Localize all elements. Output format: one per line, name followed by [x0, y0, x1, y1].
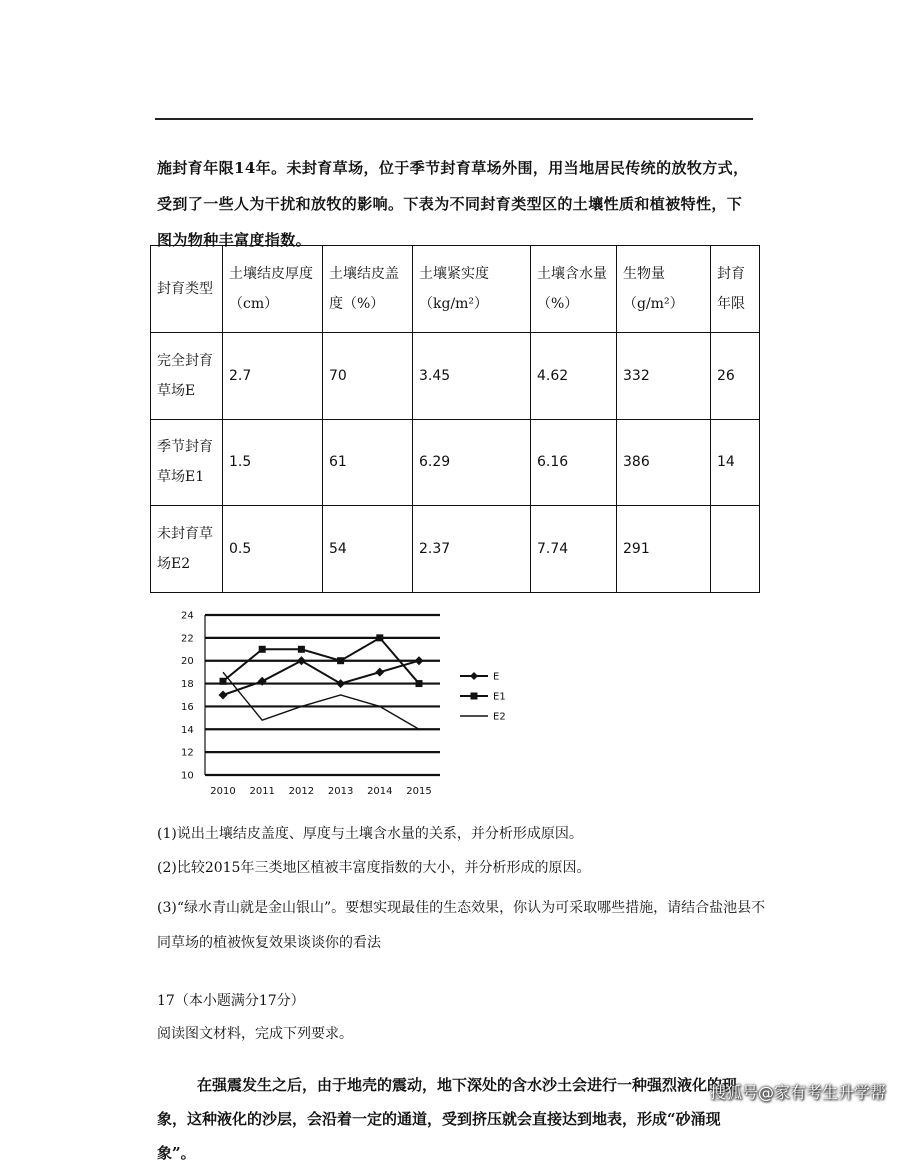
- data-point-e1: [376, 634, 383, 641]
- data-point-e: [219, 691, 228, 700]
- question-2: (2)比较2015年三类地区植被丰富度指数的大小，并分析形成的原因。: [157, 860, 591, 876]
- table-cell: 26: [711, 332, 760, 419]
- soil-property-table: [150, 245, 760, 593]
- watermark: 搜狐号@家有考生升学帮: [709, 1083, 886, 1102]
- data-point-e1: [298, 646, 305, 653]
- data-point-e: [415, 656, 424, 665]
- y-tick-label: 20: [181, 656, 194, 668]
- table-header-cell: 封育类型: [151, 246, 223, 333]
- question-17-heading: 17（本小题满分17分）: [157, 993, 305, 1009]
- table-cell: 完全封育草场E: [151, 332, 223, 419]
- x-tick-label: 2013: [327, 786, 354, 797]
- data-point-e1: [337, 657, 344, 664]
- x-tick-label: 2011: [249, 786, 275, 797]
- question-3: (3)“绿水青山就是金山银山”。要想实现最佳的生态效果，你认为可采取哪些措施，请结合盐池县不同草场的植被恢复效果谈谈你的看法: [157, 900, 766, 951]
- top-rule: [155, 118, 753, 120]
- y-tick-label: 14: [181, 724, 194, 736]
- y-tick-label: 16: [181, 701, 194, 713]
- data-point-e: [375, 668, 384, 677]
- table-cell: 2.7: [223, 332, 323, 419]
- table-cell: 14: [711, 419, 760, 506]
- data-point-e: [297, 656, 306, 665]
- series-line-e2: [223, 672, 419, 729]
- data-point-e1: [259, 646, 266, 653]
- table-header-cell: 封育年限: [711, 246, 760, 333]
- table-cell: 291: [617, 506, 711, 593]
- table-cell: 7.74: [531, 506, 617, 593]
- table-header-cell: 土壤结皮厚度（cm）: [223, 246, 323, 333]
- table-row: [151, 506, 760, 593]
- x-tick-label: 2015: [406, 786, 432, 797]
- table-cell: [711, 506, 760, 593]
- legend-label: E: [493, 671, 500, 683]
- table-header-cell: 土壤结皮盖度（%）: [323, 246, 413, 333]
- legend-label: E2: [493, 711, 506, 723]
- table-cell: 6.16: [531, 419, 617, 506]
- y-tick-label: 18: [181, 679, 194, 691]
- y-tick-label: 24: [181, 610, 194, 622]
- table-header-cell: 土壤含水量（%）: [531, 246, 617, 333]
- question-17-instruction: 阅读图文材料，完成下列要求。: [157, 1026, 353, 1042]
- legend-label: E1: [493, 691, 506, 703]
- x-tick-label: 2012: [288, 786, 315, 797]
- question-17-paragraph: 在强震发生之后，由于地壳的震动，地下深处的含水沙土会进行一种强烈液化的现象，这种液化的沙层，会沿着一定的通道，受到挤压就会直接达到地表，形成“砂涌现象”。: [157, 1076, 738, 1162]
- series-line-e: [223, 661, 419, 695]
- question-1: (1)说出土壤结皮盖度、厚度与土壤含水量的关系，并分析形成原因。: [157, 826, 583, 842]
- species-richness-chart: [160, 605, 530, 805]
- table-row: [151, 419, 760, 506]
- intro-paragraph: 施封育年限14年。未封育草场，位于季节封育草场外围，用当地居民传统的放牧方式，受到了一些人为干扰和放牧的影响。下表为不同封育类型区的土壤性质和植被特性，下图为物种丰富度指数。: [157, 159, 749, 249]
- x-tick-label: 2014: [367, 786, 393, 797]
- table-row: [151, 332, 760, 419]
- y-tick-label: 12: [181, 747, 194, 759]
- table-header-cell: 生物量（g/m²）: [617, 246, 711, 333]
- table-cell: 54: [323, 506, 413, 593]
- data-point-e: [336, 679, 345, 688]
- table-cell: 未封育草场E2: [151, 506, 223, 593]
- legend-marker: [470, 672, 478, 680]
- table-cell: 季节封育草场E1: [151, 419, 223, 506]
- data-point-e1: [220, 678, 227, 685]
- table-cell: 0.5: [223, 506, 323, 593]
- y-tick-label: 10: [181, 770, 194, 782]
- x-tick-label: 2010: [210, 786, 236, 797]
- table-cell: 2.37: [413, 506, 531, 593]
- table-cell: 1.5: [223, 419, 323, 506]
- table-cell: 4.62: [531, 332, 617, 419]
- table-header-cell: 土壤紧实度（kg/m²）: [413, 246, 531, 333]
- table-cell: 386: [617, 419, 711, 506]
- y-tick-label: 22: [181, 633, 194, 645]
- legend-marker: [471, 693, 478, 700]
- table-cell: 332: [617, 332, 711, 419]
- table-cell: 3.45: [413, 332, 531, 419]
- table-cell: 70: [323, 332, 413, 419]
- table-header-row: [151, 246, 760, 333]
- table-cell: 61: [323, 419, 413, 506]
- table-cell: 6.29: [413, 419, 531, 506]
- data-point-e1: [416, 680, 423, 687]
